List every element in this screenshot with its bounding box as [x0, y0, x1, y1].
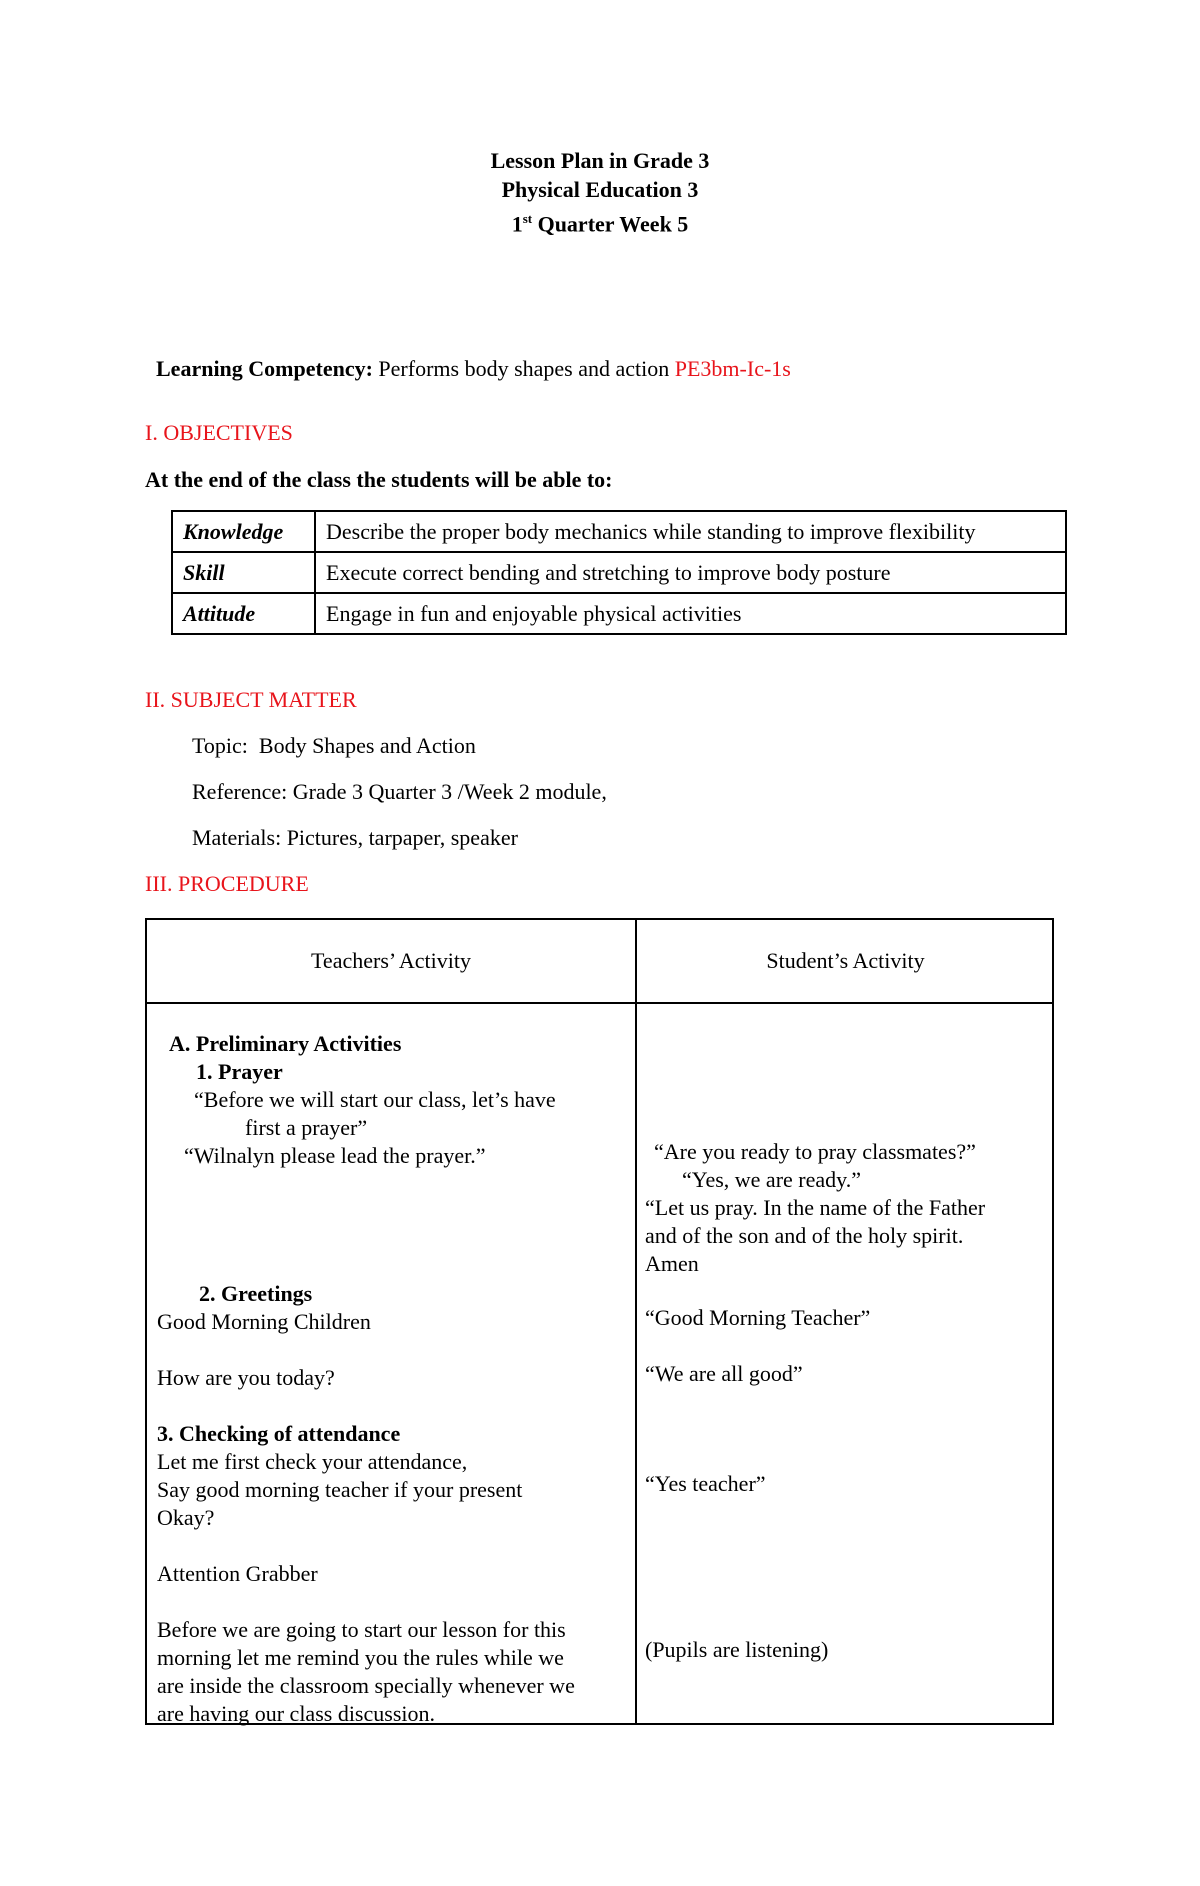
greetings-line: Good Morning Children: [157, 1309, 371, 1334]
attendance-line: Let me first check your attendance,: [157, 1449, 468, 1474]
student-prayer-line: “Are you ready to pray classmates?”: [654, 1139, 976, 1164]
rules-line: morning let me remind you the rules while we: [157, 1645, 564, 1670]
greetings-title: 2. Greetings: [199, 1281, 313, 1306]
student-prayer-line: and of the son and of the holy spirit.: [645, 1223, 964, 1248]
procedure-table: [145, 918, 1054, 1725]
column-divider: [635, 920, 637, 1723]
student-prayer-line: “Let us pray. In the name of the Father: [645, 1195, 986, 1220]
student-greeting: “We are all good”: [645, 1361, 803, 1386]
attention-grabber: Attention Grabber: [157, 1561, 318, 1586]
rules-line: Before we are going to start our lesson for this: [157, 1617, 566, 1642]
competency-text: Performs body shapes and action: [372, 356, 675, 381]
prayer-line: “Wilnalyn please lead the prayer.”: [184, 1143, 486, 1168]
objectives-table: [171, 510, 1067, 635]
quarter-suffix: st: [522, 211, 533, 226]
objectives-intro: At the end of the class the students will be able to:: [145, 467, 613, 492]
student-prayer-line: “Yes, we are ready.”: [682, 1167, 861, 1192]
objective-value: Describe the proper body mechanics while standing to improve flexibility: [315, 511, 1066, 552]
objective-key: Knowledge: [172, 511, 315, 552]
objective-key: Skill: [172, 552, 315, 593]
objective-row: [172, 593, 1066, 634]
subject-reference: Reference: Grade 3 Quarter 3 /Week 2 module,: [192, 779, 607, 804]
competency-code: PE3bm-Ic-1s: [674, 356, 791, 381]
quarter-number: 1: [511, 211, 523, 237]
objective-value: Engage in fun and enjoyable physical activities: [315, 593, 1066, 634]
greetings-line: How are you today?: [157, 1365, 335, 1390]
prayer-line: first a prayer”: [245, 1115, 368, 1140]
student-prayer-line: Amen: [645, 1251, 699, 1276]
student-column-header: Student’s Activity: [766, 948, 925, 973]
teacher-column-header: Teachers’ Activity: [311, 948, 471, 973]
objective-value: Execute correct bending and stretching to improve body posture: [315, 552, 1066, 593]
competency-label: Learning Competency:: [156, 356, 373, 381]
attendance-line: Okay?: [157, 1505, 215, 1530]
procedure-heading: III. PROCEDURE: [145, 871, 309, 896]
quarter-rest: Quarter Week 5: [532, 211, 689, 237]
prayer-line: “Before we will start our class, let’s have: [194, 1087, 556, 1112]
student-greeting: “Good Morning Teacher”: [645, 1305, 871, 1330]
rules-line: are inside the classroom specially whenever we: [157, 1673, 575, 1698]
learning-competency: [145, 327, 791, 383]
subject-topic: Topic: Body Shapes and Action: [192, 733, 476, 758]
objectives-heading: I. OBJECTIVES: [145, 420, 293, 445]
subject-materials: Materials: Pictures, tarpaper, speaker: [192, 825, 518, 850]
student-attendance: “Yes teacher”: [645, 1471, 766, 1496]
doc-quarter: [0, 204, 1200, 238]
preliminary-activities: A. Preliminary Activities: [169, 1031, 402, 1056]
attendance-line: Say good morning teacher if your present: [157, 1477, 523, 1502]
objective-row: [172, 511, 1066, 552]
doc-subject: Physical Education 3: [501, 177, 699, 202]
header-divider: [147, 1002, 1052, 1004]
doc-title: Lesson Plan in Grade 3: [490, 148, 710, 173]
prayer-title: 1. Prayer: [196, 1059, 283, 1084]
subject-matter-heading: II. SUBJECT MATTER: [145, 687, 357, 712]
objective-key: Attitude: [172, 593, 315, 634]
rules-line: are having our class discussion.: [157, 1701, 435, 1726]
attendance-title: 3. Checking of attendance: [157, 1421, 401, 1446]
student-listening: (Pupils are listening): [645, 1637, 829, 1662]
objective-row: [172, 552, 1066, 593]
